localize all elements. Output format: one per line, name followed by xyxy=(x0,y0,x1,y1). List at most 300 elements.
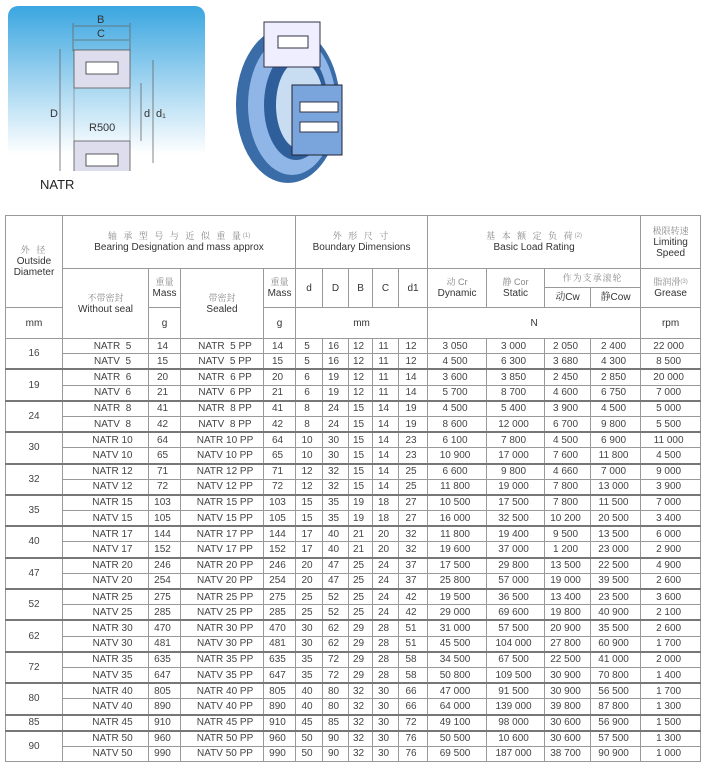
designation-sealed-cell: NATV 25 PP xyxy=(181,605,264,621)
dynamic-cr-cell: 10 900 xyxy=(428,448,487,464)
dynamic-cw-cell: 3 900 xyxy=(545,401,591,417)
d-cell: 15 xyxy=(296,511,323,527)
mass-without-seal-cell: 470 xyxy=(149,620,181,636)
grease-speed-cell: 2 900 xyxy=(641,542,701,558)
B-cell: 25 xyxy=(349,605,373,621)
D-cell: 80 xyxy=(323,683,349,699)
static-cow-cell: 23 000 xyxy=(591,542,641,558)
header-support-roller: 作为支承滚轮 xyxy=(545,269,641,288)
header-boundary-dimensions xyxy=(296,216,428,269)
C-cell: 11 xyxy=(373,369,399,385)
B-cell: 12 xyxy=(349,385,373,401)
d1-cell: 14 xyxy=(399,369,428,385)
static-cow-cell: 70 800 xyxy=(591,667,641,683)
B-cell: 15 xyxy=(349,448,373,464)
designation-sealed-cell: NATV 8 PP xyxy=(181,416,264,432)
C-cell: 30 xyxy=(373,746,399,761)
without-en: Without seal xyxy=(77,303,134,315)
d1-cell: 14 xyxy=(399,385,428,401)
static-cow-cell: 13 500 xyxy=(591,526,641,542)
designation-without-seal-cell: NATR 8 xyxy=(63,401,149,417)
mass-without-seal-cell: 635 xyxy=(149,652,181,668)
speed-en: Limiting Speed xyxy=(653,236,688,259)
d-cell: 17 xyxy=(296,526,323,542)
desig-note: (1) xyxy=(242,233,251,239)
mass-without-seal-cell: 41 xyxy=(149,401,181,417)
designation-without-seal-cell: NATR 20 xyxy=(63,558,149,574)
table-row xyxy=(6,416,701,432)
B-cell: 25 xyxy=(349,589,373,605)
static-cow-cell: 57 500 xyxy=(591,731,641,747)
sealed-zh: 带密封 xyxy=(208,292,236,303)
D-cell: 24 xyxy=(323,416,349,432)
grease-speed-cell: 2 600 xyxy=(641,573,701,589)
designation-sealed-cell: NATV 15 PP xyxy=(181,511,264,527)
dynamic-cr-cell: 4 500 xyxy=(428,354,487,370)
d1-cell: 23 xyxy=(399,432,428,448)
mass-zh: 重量 xyxy=(155,277,174,287)
d1-cell: 19 xyxy=(399,401,428,417)
D-cell: 40 xyxy=(323,526,349,542)
d-cell: 12 xyxy=(296,464,323,480)
d-cell: 45 xyxy=(296,715,323,731)
mass-without-seal-cell: 15 xyxy=(149,354,181,370)
outside-diameter-cell: 30 xyxy=(6,432,63,463)
grease-speed-cell: 4 500 xyxy=(641,448,701,464)
mass-sealed-cell: 254 xyxy=(264,573,296,589)
d-cell: 10 xyxy=(296,432,323,448)
header-D: D xyxy=(323,269,349,308)
static-cor-cell: 17 500 xyxy=(487,495,545,511)
B-cell: 15 xyxy=(349,432,373,448)
D-cell: 30 xyxy=(323,448,349,464)
grease-speed-cell: 5 000 xyxy=(641,401,701,417)
static-cow-cell: 56 500 xyxy=(591,683,641,699)
grease-speed-cell: 1 500 xyxy=(641,715,701,731)
dynamic-cr-cell: 5 700 xyxy=(428,385,487,401)
designation-without-seal-cell: NATR 40 xyxy=(63,683,149,699)
static-cow-cell: 39 500 xyxy=(591,573,641,589)
static-cow-cell: 9 800 xyxy=(591,416,641,432)
C-cell: 28 xyxy=(373,620,399,636)
table-row xyxy=(6,667,701,683)
dynamic-cw-cell: 19 000 xyxy=(545,573,591,589)
table-row xyxy=(6,479,701,495)
dynamic-cr-cell: 3 600 xyxy=(428,369,487,385)
table-row xyxy=(6,683,701,699)
static-cor-cell: 17 000 xyxy=(487,448,545,464)
dynamic-cw-cell: 6 700 xyxy=(545,416,591,432)
static-cor-cell: 7 800 xyxy=(487,432,545,448)
dynamic-cw-cell: 30 900 xyxy=(545,683,591,699)
mass-without-seal-cell: 647 xyxy=(149,667,181,683)
static-cow-cell: 7 000 xyxy=(591,464,641,480)
C-cell: 14 xyxy=(373,479,399,495)
grease-note: (3) xyxy=(680,279,688,285)
static-cow-cell: 60 900 xyxy=(591,636,641,652)
grease-speed-cell: 1 300 xyxy=(641,699,701,715)
dynamic-cr-cell: 64 000 xyxy=(428,699,487,715)
dimension-label-B: B xyxy=(97,14,105,26)
D-cell: 30 xyxy=(323,432,349,448)
sealed-en: Sealed xyxy=(206,303,238,315)
static-cor-cell: 5 400 xyxy=(487,401,545,417)
dynamic-cr-cell: 34 500 xyxy=(428,652,487,668)
table-row xyxy=(6,526,701,542)
dynamic-cr-cell: 3 050 xyxy=(428,339,487,354)
desig-en: Bearing Designation and mass approx xyxy=(94,242,264,253)
dynamic-cw-cell: 10 200 xyxy=(545,511,591,527)
mass-sealed-cell: 910 xyxy=(264,715,296,731)
grease-speed-cell: 7 000 xyxy=(641,385,701,401)
dynamic-cr-cell: 16 000 xyxy=(428,511,487,527)
designation-sealed-cell: NATR 50 PP xyxy=(181,731,264,747)
bearing-type-label: NATR xyxy=(40,177,75,192)
header-cow: 静Cow xyxy=(591,288,641,308)
D-cell: 90 xyxy=(323,746,349,761)
mass-sealed-cell: 960 xyxy=(264,731,296,747)
grease-en: Grease xyxy=(654,288,687,299)
designation-without-seal-cell: NATR 50 xyxy=(63,731,149,747)
designation-sealed-cell: NATV 20 PP xyxy=(181,573,264,589)
designation-sealed-cell: NATV 30 PP xyxy=(181,636,264,652)
od-zh: 外 径 xyxy=(20,245,48,255)
outside-diameter-cell: 85 xyxy=(6,715,63,731)
designation-without-seal-cell: NATR 35 xyxy=(63,652,149,668)
table-row xyxy=(6,589,701,605)
mass-sealed-cell: 470 xyxy=(264,620,296,636)
mass-sealed-cell: 21 xyxy=(264,385,296,401)
C-cell: 30 xyxy=(373,683,399,699)
header-outside-diameter xyxy=(6,216,63,308)
table-row xyxy=(6,573,701,589)
outside-diameter-cell: 80 xyxy=(6,683,63,714)
designation-sealed-cell: NATR 12 PP xyxy=(181,464,264,480)
mass-sealed-cell: 65 xyxy=(264,448,296,464)
D-cell: 52 xyxy=(323,589,349,605)
designation-sealed-cell: NATV 35 PP xyxy=(181,667,264,683)
dynamic-cr-cell: 8 600 xyxy=(428,416,487,432)
grease-speed-cell: 6 000 xyxy=(641,526,701,542)
designation-sealed-cell: NATR 30 PP xyxy=(181,620,264,636)
D-cell: 62 xyxy=(323,636,349,652)
d-cell: 17 xyxy=(296,542,323,558)
static-cow-cell: 4 300 xyxy=(591,354,641,370)
B-cell: 29 xyxy=(349,652,373,668)
dynamic-cw-cell: 7 800 xyxy=(545,495,591,511)
mass-without-seal-cell: 254 xyxy=(149,573,181,589)
d-cell: 40 xyxy=(296,699,323,715)
static-cor-cell: 32 500 xyxy=(487,511,545,527)
dynamic-cr-cell: 47 000 xyxy=(428,683,487,699)
static-cow-cell: 40 900 xyxy=(591,605,641,621)
B-cell: 19 xyxy=(349,495,373,511)
header-limiting-speed xyxy=(641,216,701,269)
radius-label: R500 xyxy=(89,122,116,134)
C-cell: 30 xyxy=(373,731,399,747)
mass-without-seal-cell: 152 xyxy=(149,542,181,558)
grease-speed-cell: 4 900 xyxy=(641,558,701,574)
C-cell: 11 xyxy=(373,385,399,401)
designation-sealed-cell: NATR 17 PP xyxy=(181,526,264,542)
grease-speed-cell: 2 000 xyxy=(641,652,701,668)
grease-speed-cell: 8 500 xyxy=(641,354,701,370)
d1-cell: 66 xyxy=(399,699,428,715)
static-cow-cell: 4 500 xyxy=(591,401,641,417)
dynamic-cw-cell: 13 400 xyxy=(545,589,591,605)
d-cell: 30 xyxy=(296,620,323,636)
static-cor-cell: 67 500 xyxy=(487,652,545,668)
B-cell: 12 xyxy=(349,369,373,385)
static-cor-cell: 139 000 xyxy=(487,699,545,715)
designation-without-seal-cell: NATV 50 xyxy=(63,746,149,761)
designation-sealed-cell: NATR 15 PP xyxy=(181,495,264,511)
C-cell: 11 xyxy=(373,339,399,354)
dimension-label-D: D xyxy=(50,108,58,120)
mass-without-seal-cell: 64 xyxy=(149,432,181,448)
desig-zh: 轴 承 型 号 与 近 似 重 量 xyxy=(107,231,243,241)
designation-without-seal-cell: NATR 12 xyxy=(63,464,149,480)
dynamic-cw-cell: 27 800 xyxy=(545,636,591,652)
grease-speed-cell: 9 000 xyxy=(641,464,701,480)
designation-sealed-cell: NATR 5 PP xyxy=(181,339,264,354)
B-cell: 19 xyxy=(349,511,373,527)
C-cell: 24 xyxy=(373,558,399,574)
designation-sealed-cell: NATR 20 PP xyxy=(181,558,264,574)
header-C: C xyxy=(373,269,399,308)
d1-cell: 32 xyxy=(399,526,428,542)
static-cow-cell: 13 000 xyxy=(591,479,641,495)
dynamic-cw-cell: 2 450 xyxy=(545,369,591,385)
dynamic-cw-cell: 30 900 xyxy=(545,667,591,683)
mass-sealed-cell: 275 xyxy=(264,589,296,605)
C-cell: 24 xyxy=(373,589,399,605)
table-row xyxy=(6,731,701,747)
d-cell: 6 xyxy=(296,369,323,385)
d1-cell: 12 xyxy=(399,354,428,370)
C-cell: 30 xyxy=(373,699,399,715)
static-cow-cell: 23 500 xyxy=(591,589,641,605)
bearing-spec-table xyxy=(5,215,701,762)
B-cell: 32 xyxy=(349,683,373,699)
dynamic-cw-cell: 38 700 xyxy=(545,746,591,761)
dynamic-cr-cell: 11 800 xyxy=(428,479,487,495)
grease-zh: 脂润滑 xyxy=(653,277,681,287)
designation-without-seal-cell: NATV 40 xyxy=(63,699,149,715)
table-row xyxy=(6,558,701,574)
static-cor-cell: 187 000 xyxy=(487,746,545,761)
grease-speed-cell: 1 000 xyxy=(641,746,701,761)
C-cell: 14 xyxy=(373,464,399,480)
mass-without-seal-cell: 275 xyxy=(149,589,181,605)
mass-without-seal-cell: 21 xyxy=(149,385,181,401)
dynamic-cr-cell: 17 500 xyxy=(428,558,487,574)
d1-cell: 25 xyxy=(399,464,428,480)
dynamic-cw-cell: 7 600 xyxy=(545,448,591,464)
d1-cell: 37 xyxy=(399,573,428,589)
load-en: Basic Load Rating xyxy=(493,242,575,253)
C-cell: 28 xyxy=(373,667,399,683)
designation-sealed-cell: NATV 50 PP xyxy=(181,746,264,761)
header-dim-unit: mm xyxy=(296,308,428,339)
static-cor-cell: 9 800 xyxy=(487,464,545,480)
mass-without-seal-cell: 890 xyxy=(149,699,181,715)
D-cell: 19 xyxy=(323,369,349,385)
grease-speed-cell: 2 100 xyxy=(641,605,701,621)
dynamic-cw-cell: 20 900 xyxy=(545,620,591,636)
d1-cell: 27 xyxy=(399,511,428,527)
dynamic-cw-cell: 4 600 xyxy=(545,385,591,401)
designation-without-seal-cell: NATR 25 xyxy=(63,589,149,605)
static-cow-cell: 2 400 xyxy=(591,339,641,354)
dynamic-cr-cell: 11 800 xyxy=(428,526,487,542)
dim-zh: 外 形 尺 寸 xyxy=(332,231,391,241)
mass-without-seal-cell: 42 xyxy=(149,416,181,432)
B-cell: 32 xyxy=(349,715,373,731)
dimension-label-d: d xyxy=(144,108,151,120)
grease-speed-cell: 3 600 xyxy=(641,589,701,605)
mass-without-seal-cell: 805 xyxy=(149,683,181,699)
mass-without-seal-cell: 990 xyxy=(149,746,181,761)
dim-en: Boundary Dimensions xyxy=(312,242,411,253)
dynamic-cw-cell: 7 800 xyxy=(545,479,591,495)
cor-zh: 静 Cor xyxy=(502,277,529,287)
static-cow-cell: 2 850 xyxy=(591,369,641,385)
static-cow-cell: 11 500 xyxy=(591,495,641,511)
designation-without-seal-cell: NATR 17 xyxy=(63,526,149,542)
C-cell: 30 xyxy=(373,715,399,731)
table-row xyxy=(6,369,701,385)
mass-sealed-cell: 990 xyxy=(264,746,296,761)
grease-speed-cell: 1 700 xyxy=(641,636,701,652)
outside-diameter-cell: 19 xyxy=(6,369,63,400)
static-cor-cell: 6 300 xyxy=(487,354,545,370)
D-cell: 16 xyxy=(323,354,349,370)
mass-sealed-cell: 42 xyxy=(264,416,296,432)
designation-sealed-cell: NATR 40 PP xyxy=(181,683,264,699)
C-cell: 14 xyxy=(373,401,399,417)
designation-without-seal-cell: NATV 30 xyxy=(63,636,149,652)
header-sealed xyxy=(181,269,264,339)
mass-sealed-cell: 105 xyxy=(264,511,296,527)
header-od-unit-cell: mm xyxy=(6,308,63,339)
C-cell: 18 xyxy=(373,495,399,511)
speed-zh: 极限转速 xyxy=(652,225,689,236)
static-cor-cell: 57 000 xyxy=(487,573,545,589)
designation-sealed-cell: NATR 45 PP xyxy=(181,715,264,731)
designation-sealed-cell: NATR 6 PP xyxy=(181,369,264,385)
header-basic-load-rating xyxy=(428,216,641,269)
static-cow-cell: 56 900 xyxy=(591,715,641,731)
dynamic-cr-cell: 19 500 xyxy=(428,589,487,605)
mass-without-seal-cell: 105 xyxy=(149,511,181,527)
mass-sealed-cell: 481 xyxy=(264,636,296,652)
designation-without-seal-cell: NATR 6 xyxy=(63,369,149,385)
B-cell: 25 xyxy=(349,558,373,574)
table-row xyxy=(6,339,701,354)
dynamic-cr-cell: 25 800 xyxy=(428,573,487,589)
dynamic-cr-cell: 6 600 xyxy=(428,464,487,480)
d1-cell: 32 xyxy=(399,542,428,558)
static-cor-cell: 57 500 xyxy=(487,620,545,636)
outside-diameter-cell: 16 xyxy=(6,339,63,370)
d-cell: 40 xyxy=(296,683,323,699)
dynamic-cw-cell: 3 680 xyxy=(545,354,591,370)
mass-sealed-cell: 64 xyxy=(264,432,296,448)
mass-sealed-cell: 805 xyxy=(264,683,296,699)
static-cor-cell: 104 000 xyxy=(487,636,545,652)
d1-cell: 19 xyxy=(399,416,428,432)
C-cell: 14 xyxy=(373,448,399,464)
header-dynamic-cr xyxy=(428,269,487,308)
designation-without-seal-cell: NATR 10 xyxy=(63,432,149,448)
static-cor-cell: 69 600 xyxy=(487,605,545,621)
outside-diameter-cell: 35 xyxy=(6,495,63,526)
d-cell: 12 xyxy=(296,479,323,495)
d-cell: 10 xyxy=(296,448,323,464)
dynamic-cw-cell: 1 200 xyxy=(545,542,591,558)
designation-without-seal-cell: NATV 20 xyxy=(63,573,149,589)
B-cell: 32 xyxy=(349,746,373,761)
mass-without-seal-cell: 246 xyxy=(149,558,181,574)
designation-without-seal-cell: NATV 5 xyxy=(63,354,149,370)
d-cell: 50 xyxy=(296,731,323,747)
static-cor-cell: 98 000 xyxy=(487,715,545,731)
mass-sealed-cell: 20 xyxy=(264,369,296,385)
D-cell: 35 xyxy=(323,495,349,511)
D-cell: 47 xyxy=(323,573,349,589)
designation-without-seal-cell: NATR 15 xyxy=(63,495,149,511)
without-zh: 不带密封 xyxy=(87,292,124,303)
header-mass-sealed-unit: g xyxy=(264,308,296,339)
dynamic-cr-cell: 45 500 xyxy=(428,636,487,652)
table-row xyxy=(6,401,701,417)
static-cor-cell: 10 600 xyxy=(487,731,545,747)
mass-sealed-cell: 285 xyxy=(264,605,296,621)
mass-without-seal-cell: 481 xyxy=(149,636,181,652)
mass-sealed-cell: 72 xyxy=(264,479,296,495)
header-designation xyxy=(63,216,296,269)
header-B: B xyxy=(349,269,373,308)
C-cell: 18 xyxy=(373,511,399,527)
dynamic-cw-cell: 30 600 xyxy=(545,715,591,731)
D-cell: 80 xyxy=(323,699,349,715)
designation-sealed-cell: NATV 17 PP xyxy=(181,542,264,558)
static-cor-cell: 19 400 xyxy=(487,526,545,542)
designation-without-seal-cell: NATV 10 xyxy=(63,448,149,464)
static-cor-cell: 3 000 xyxy=(487,339,545,354)
mass-sealed-cell: 890 xyxy=(264,699,296,715)
B-cell: 15 xyxy=(349,416,373,432)
table-row xyxy=(6,542,701,558)
d1-cell: 72 xyxy=(399,715,428,731)
B-cell: 25 xyxy=(349,573,373,589)
designation-sealed-cell: NATR 8 PP xyxy=(181,401,264,417)
mass-without-seal-cell: 144 xyxy=(149,526,181,542)
designation-sealed-cell: NATV 6 PP xyxy=(181,385,264,401)
cross-section-drawing-panel xyxy=(8,6,205,171)
D-cell: 62 xyxy=(323,620,349,636)
d1-cell: 42 xyxy=(399,605,428,621)
d1-cell: 25 xyxy=(399,479,428,495)
d1-cell: 76 xyxy=(399,731,428,747)
d1-cell: 58 xyxy=(399,667,428,683)
mass-without-seal-cell: 65 xyxy=(149,448,181,464)
designation-without-seal-cell: NATR 5 xyxy=(63,339,149,354)
static-cow-cell: 22 500 xyxy=(591,558,641,574)
mass-without-seal-cell: 285 xyxy=(149,605,181,621)
dynamic-cr-cell: 50 500 xyxy=(428,731,487,747)
